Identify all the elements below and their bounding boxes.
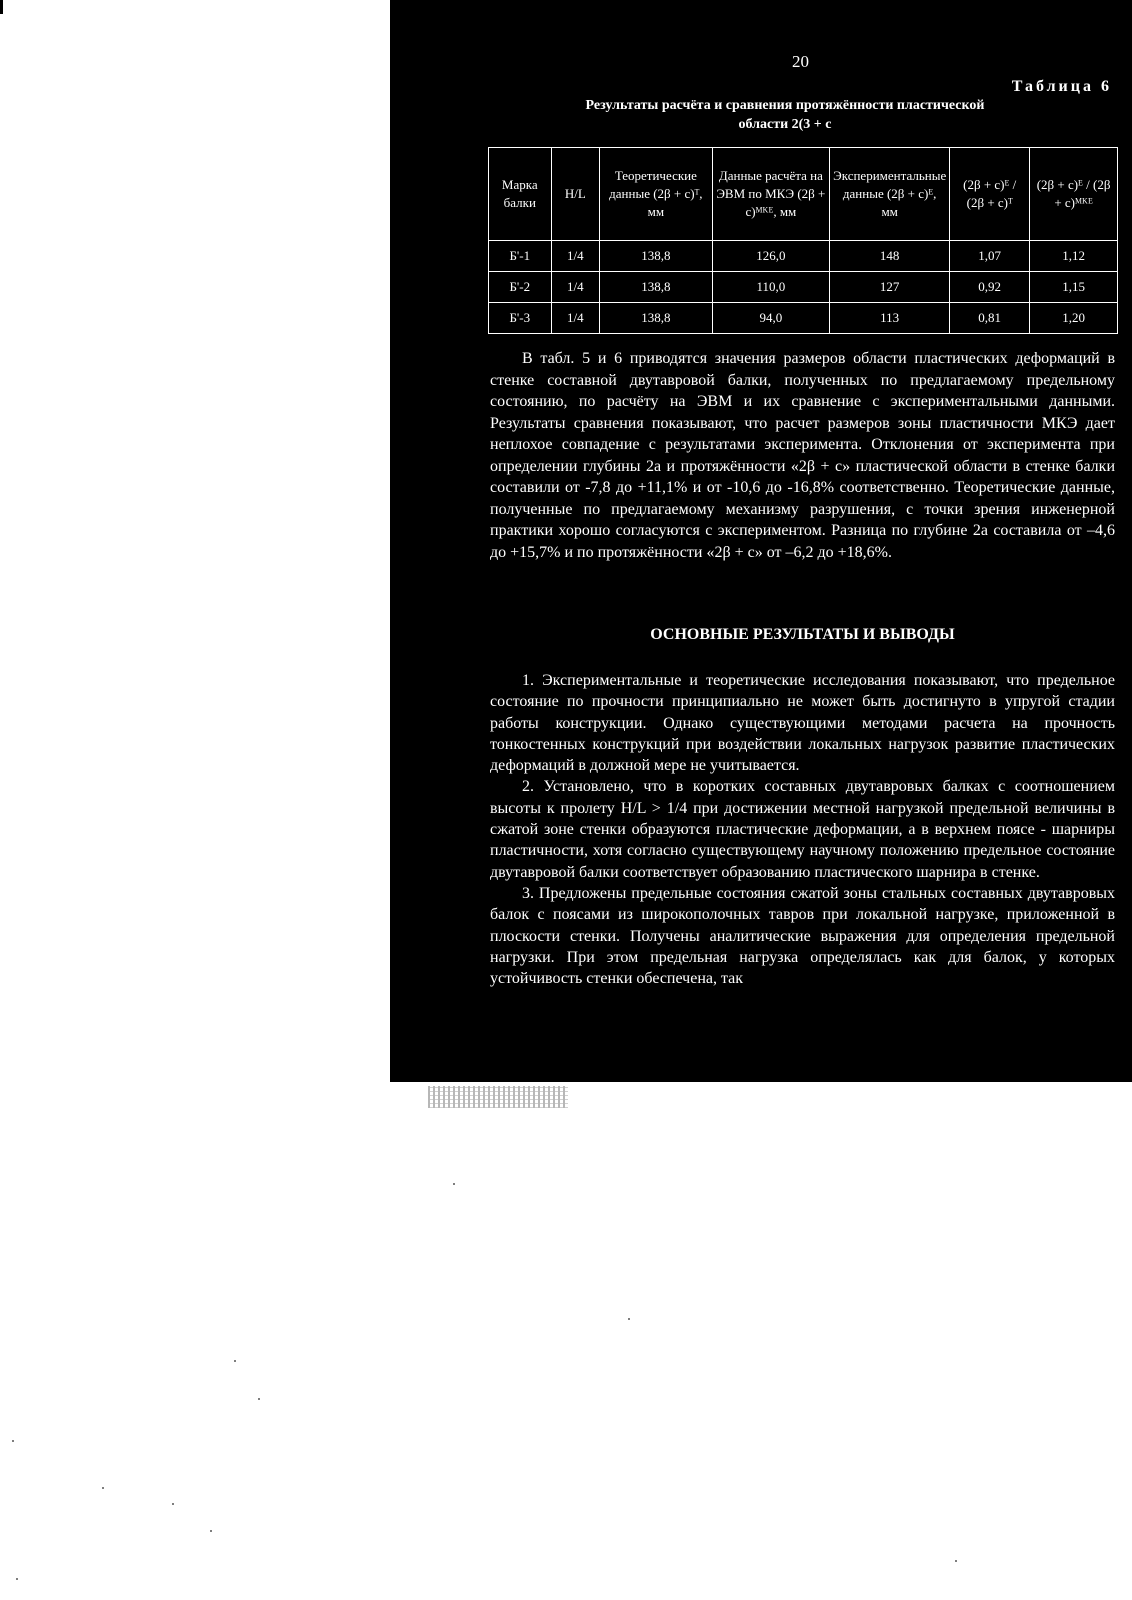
table-title: Результаты расчёта и сравнения протяжённости пластической области 2(3 + с	[585, 98, 985, 132]
table-cell: 110,0	[712, 272, 830, 303]
table-header-row	[489, 148, 1118, 241]
scan-edge-mark	[0, 0, 3, 14]
header-experimental: Экспериментальные данные (2β + c)ᴱ, мм	[830, 148, 950, 241]
scan-speck	[453, 1183, 455, 1185]
section-heading: ОСНОВНЫЕ РЕЗУЛЬТАТЫ И ВЫВОДЫ	[650, 626, 955, 643]
table-cell: 0,92	[950, 272, 1030, 303]
header-theoretical: Теоретические данные (2β + c)ᵀ, мм	[600, 148, 712, 241]
table-cell: 126,0	[712, 241, 830, 272]
table-cell: Б'-2	[489, 272, 552, 303]
table-cell: 113	[830, 303, 950, 334]
header-ratio-fem: (2β + c)ᴱ / (2β + c)ᴹᴷᴱ	[1030, 148, 1118, 241]
discussion-text	[490, 348, 1115, 563]
header-fem: Данные расчёта на ЭВМ по МКЭ (2β + c)ᴹᴷᴱ, мм	[712, 148, 830, 241]
table-label: Таблица 6	[1011, 78, 1112, 95]
scan-speck	[102, 1487, 104, 1489]
scan-speck	[12, 1440, 14, 1442]
table-cell: 127	[830, 272, 950, 303]
paragraph: В табл. 5 и 6 приводятся значения размеров области пластических деформаций в стенке составной двутавровой балки, полученных по предлагаемому предельному состоянию, по расчёту на ЭВМ и их сравнение с экспериментальными данными. Результаты сравнения показывают, что расчет размеров зоны пластичности МКЭ дает неплохое совпадение с результатами эксперимента. Отклонения от эксперимента при определении глубины 2а и протяжённости «2β + c» пластической области в стенке балки составили от -7,8 до +11,1% и от -10,6 до -16,8% соответственно. Теоретические данные, полученные по предлагаемому механизму разрушения, с точки зрения инженерной практики хорошо согласуются с экспериментом. Разница по глубине 2а составила от –4,6 до +15,7% и по протяжённости «2β + c» от –6,2 до +18,6%.	[490, 350, 1115, 561]
header-beam-grade: Марка балки	[489, 148, 552, 241]
scan-speck	[628, 1318, 630, 1320]
conclusion-item: 2. Установлено, что в коротких составных двутавровых балках с соотношением высоты к пролету H/L > 1/4 при достижении местной нагрузкой предельной величины в сжатой зоне стенки образуются пластические деформации, а в верхнем поясе - шарниры пластичности, хотя согласно существующему научному положению предельное состояние двутавровой балки соответствует образованию пластического шарнира в стенке.	[490, 778, 1115, 881]
table-cell: 1,07	[950, 241, 1030, 272]
table-cell: 1,12	[1030, 241, 1118, 272]
table-cell: 94,0	[712, 303, 830, 334]
document-page	[400, 0, 1132, 1080]
conclusion-item: 1. Экспериментальные и теоретические исследования показывают, что предельное состояние по прочности принципиально не может быть достигнуто в упругой стадии работы конструкции. Однако существующими методами расчета на прочность тонкостенных конструкций при воздействии локальных нагрузок развитие пластических деформаций в должной мере не учитывается.	[490, 672, 1115, 775]
table-row	[489, 241, 1118, 272]
scan-speck	[210, 1530, 212, 1532]
table-cell: 0,81	[950, 303, 1030, 334]
table-cell: 1/4	[551, 241, 600, 272]
scan-speck	[172, 1503, 174, 1505]
scan-speck	[955, 1560, 957, 1562]
conclusion-item: 3. Предложены предельные состояния сжатой зоны стальных составных двутавровых балок с поясами из широкополочных тавров при локальной нагрузке, приложенной в плоскости стенки. Получены аналитические выражения для определения предельной нагрузки. При этом предельная нагрузка определялась как для балок, у которых устойчивость стенки обеспечена, так	[490, 884, 1115, 988]
table-row	[489, 272, 1118, 303]
header-h-l: H/L	[551, 148, 600, 241]
scan-noise-artifact	[428, 1086, 568, 1108]
header-ratio-theoretical: (2β + c)ᴱ / (2β + c)ᵀ	[950, 148, 1030, 241]
scan-speck	[16, 1578, 18, 1580]
results-table	[488, 147, 1118, 334]
scan-speck	[258, 1398, 260, 1400]
page-number: 20	[792, 52, 809, 71]
table-cell: Б'-3	[489, 303, 552, 334]
table-cell: 138,8	[600, 303, 712, 334]
scan-speck	[234, 1360, 236, 1362]
table-cell: 138,8	[600, 272, 712, 303]
table-cell: 1,15	[1030, 272, 1118, 303]
conclusions-list	[490, 670, 1115, 989]
table-cell: 1/4	[551, 303, 600, 334]
table-cell: 1/4	[551, 272, 600, 303]
table-cell: Б'-1	[489, 241, 552, 272]
table-cell: 138,8	[600, 241, 712, 272]
table-cell: 148	[830, 241, 950, 272]
table-row	[489, 303, 1118, 334]
table-cell: 1,20	[1030, 303, 1118, 334]
